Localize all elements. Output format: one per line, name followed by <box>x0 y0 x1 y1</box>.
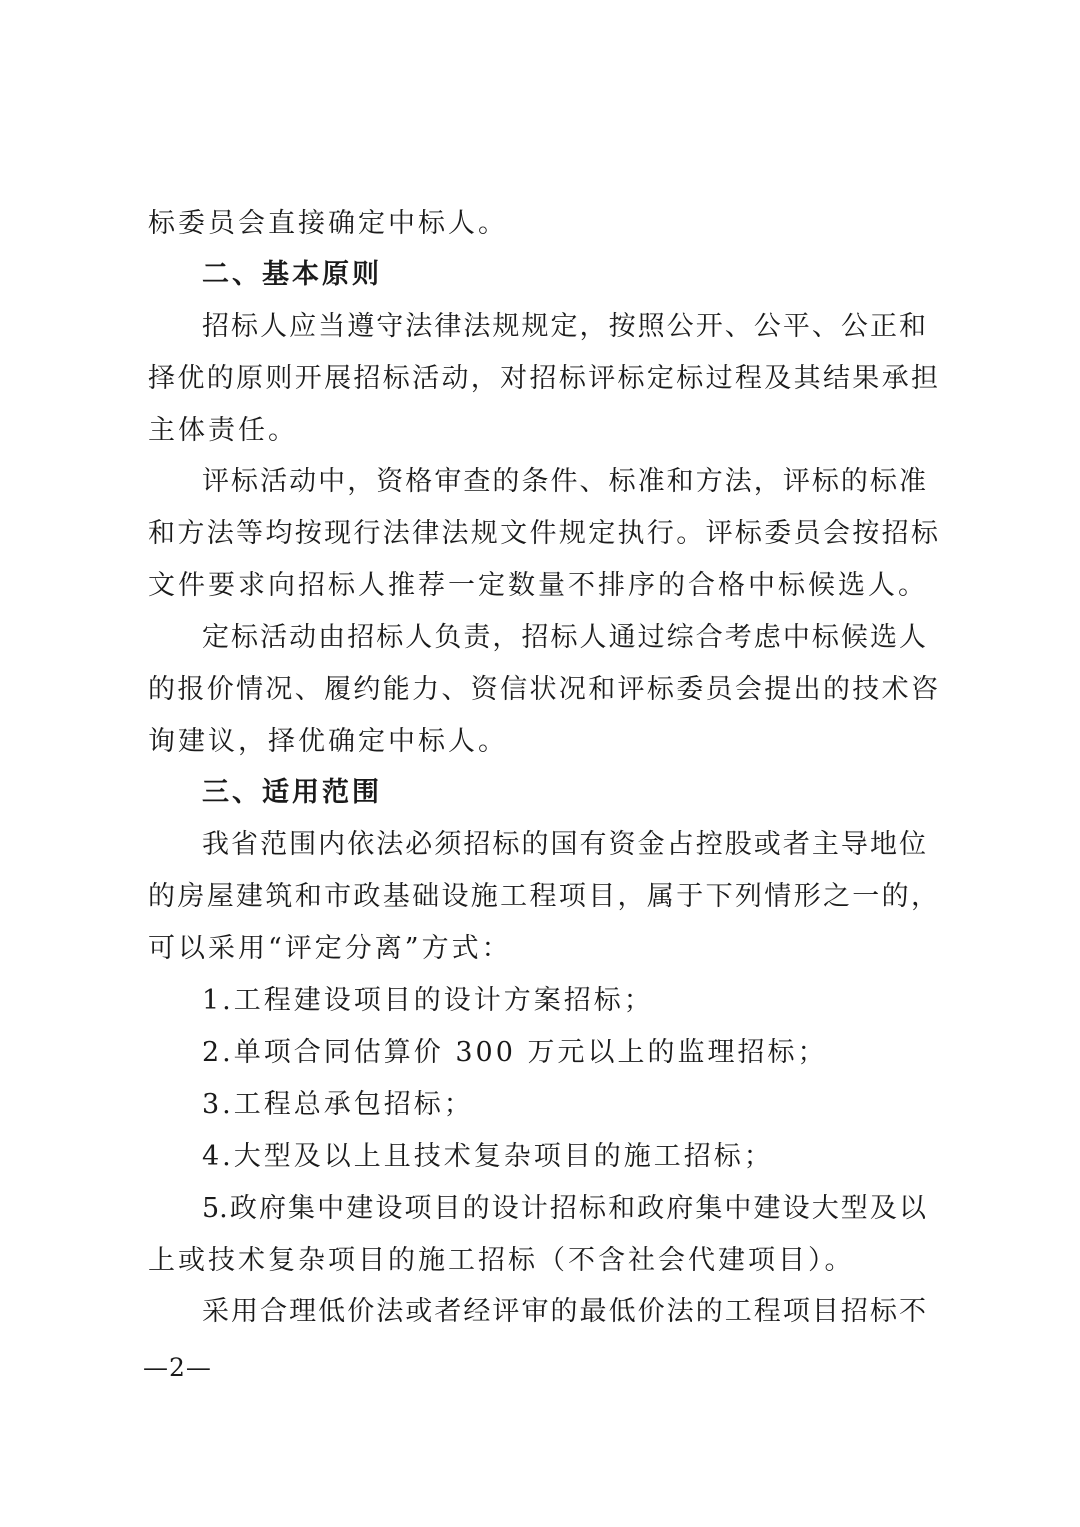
list-item: 4.大型及以上且技术复杂项目的施工招标； <box>202 1141 774 1172</box>
list-item: 2.单项合同估算价 300 万元以上的监理招标； <box>202 1037 828 1068</box>
paragraph-line: 定标活动由招标人负责，招标人通过综合考虑中标候选人 <box>202 622 926 653</box>
paragraph-line: 我省范围内依法必须招标的国有资金占控股或者主导地位 <box>202 829 926 860</box>
paragraph-line: 的房屋建筑和市政基础设施工程项目，属于下列情形之一的， <box>148 881 938 912</box>
paragraph-line: 的报价情况、履约能力、资信状况和评标委员会提出的技术咨 <box>148 674 938 705</box>
paragraph-line: 可以采用“评定分离”方式： <box>148 933 512 964</box>
list-item: 3.工程总承包招标； <box>202 1089 474 1120</box>
paragraph-line: 招标人应当遵守法律法规规定，按照公开、公平、公正和 <box>202 311 926 342</box>
page-number: —2— <box>143 1353 212 1382</box>
section-heading-basic-principles: 二、基本原则 <box>202 259 382 290</box>
paragraph-line: 标委员会直接确定中标人。 <box>148 208 508 239</box>
paragraph-line: 评标活动中，资格审查的条件、标准和方法，评标的标准 <box>202 466 926 497</box>
paragraph-line: 文件要求向招标人推荐一定数量不排序的合格中标候选人。 <box>148 570 928 601</box>
paragraph-line: 询建议，择优确定中标人。 <box>148 726 508 757</box>
paragraph-line: 主体责任。 <box>148 415 298 446</box>
section-heading-scope: 三、适用范围 <box>202 777 382 808</box>
paragraph-line: 采用合理低价法或者经评审的最低价法的工程项目招标不 <box>202 1296 926 1327</box>
list-item: 1.工程建设项目的设计方案招标； <box>202 985 654 1016</box>
paragraph-line: 择优的原则开展招标活动，对招标评标定标过程及其结果承担 <box>148 363 938 394</box>
list-item: 5.政府集中建设项目的设计招标和政府集中建设大型及以 <box>202 1193 926 1224</box>
paragraph-line: 和方法等均按现行法律法规文件规定执行。评标委员会按招标 <box>148 518 938 549</box>
list-item-continuation: 上或技术复杂项目的施工招标（不含社会代建项目）。 <box>148 1245 855 1276</box>
